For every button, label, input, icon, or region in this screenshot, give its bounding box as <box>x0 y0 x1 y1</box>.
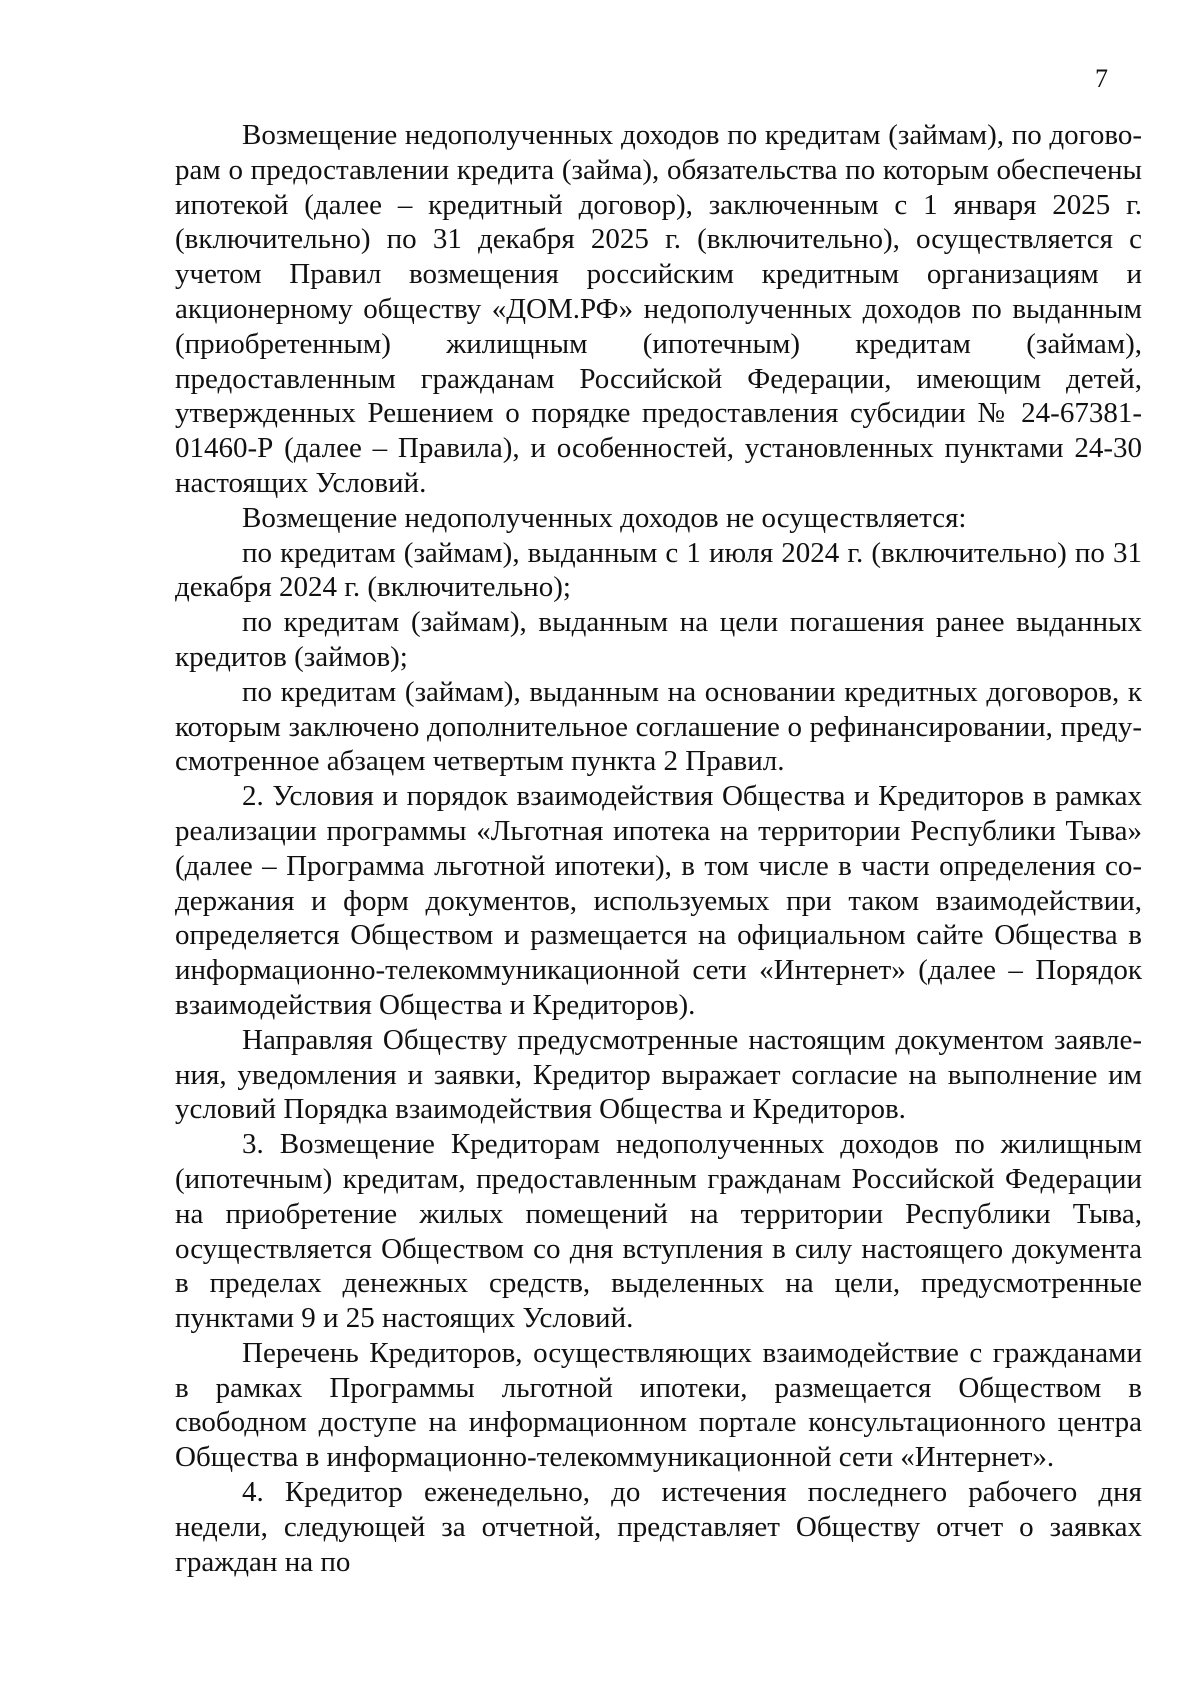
page-number: 7 <box>1095 64 1108 93</box>
paragraph-creditors-list: Перечень Кредиторов, осуществляющих взаимодействие с гражданами в рамках Программы льготной ипотеки, размещается Обществом в свободном доступе на информационном портале консультационного центра Общества в информационно-телекоммуникационной сети «Интернет». <box>175 1336 1142 1474</box>
paragraph-exclusion-refinance-agreement: по кредитам (займам), выданным на основании кредитных договоров, к которым заключено дополнительное соглашение о рефинансировании, предусмотренное абзацем четвертым пункта 2 Правил. <box>175 675 1142 778</box>
paragraph-section-4: 4. Кредитор еженедельно, до истечения последнего рабочего дня недели, следующей за отчетной, представляет Обществу отчет о заявках граждан на по <box>175 1476 1142 1578</box>
paragraph-exclusion-refinance-purpose: по кредитам (займам), выданным на цели погашения ранее выданных кредитов (займов); <box>175 606 1142 673</box>
paragraph-exclusions-intro: Возмещение недополученных доходов не осуществляется: <box>242 501 967 534</box>
paragraph-section-2: 2. Условия и порядок взаимодействия Общества и Кредиторов в рамках реализации программы «Льготная ипотека на территории Республики Тыва» (далее – Программа льготной ипотеки), в том числе в части определения содержания и форм документов, используемых при таком взаимодействии, определяется Обществом и размещается на официальном сайте Общества в информационно-телекоммуникационной сети «Интернет» (далее – Порядок взаимодействия Общества и Кредиторов). <box>175 780 1142 1021</box>
paragraph-section-3: 3. Возмещение Кредиторам недополученных доходов по жилищным (ипотечным) кредитам, предоставленным гражданам Российской Федерации на приобретение жилых помещений на территории Республики Тыва, осуществляется Обществом со дня вступления в силу настоящего документа в пределах денежных средств, выделенных на цели, предусмотренные пунктами 9 и 25 настоящих Условий. <box>175 1128 1142 1335</box>
document-body <box>175 118 1142 1579</box>
paragraph-creditor-consent: Направляя Обществу предусмотренные настоящим документом заявления, уведомления и заявки, Кредитор выражает согласие на выполнение им условий Порядка взаимодействия Общества и Кредиторов. <box>175 1023 1142 1126</box>
paragraph-exclusion-period: по кредитам (займам), выданным с 1 июля 2024 г. (включительно) по 31 декабря 2024 г. (включительно); <box>175 536 1142 604</box>
paragraph-reimbursement-conditions: Возмещение недополученных доходов по кредитам (займам), по договорам о предоставлении кредита (займа), обязательства по которым обеспечены ипотекой (далее – кредитный договор), заключенным с 1 января 2025 г. (включительно) по 31 декабря 2025 г. (включительно), осуществляется с учетом Правил возмещения российским кредитным организациям и акционерному обществу «ДОМ.РФ» недополученных доходов по выданным (приобретенным) жилищным (ипотечным) кредитам (займам), предоставленным гражданам Российской Федерации, имеющим детей, утвержденных Решением о порядке предоставления субсидии № 24-67381-01460-Р (далее – Правила), и особенностей, установленных пунктами 24-30 настоящих Условий. <box>175 119 1142 499</box>
